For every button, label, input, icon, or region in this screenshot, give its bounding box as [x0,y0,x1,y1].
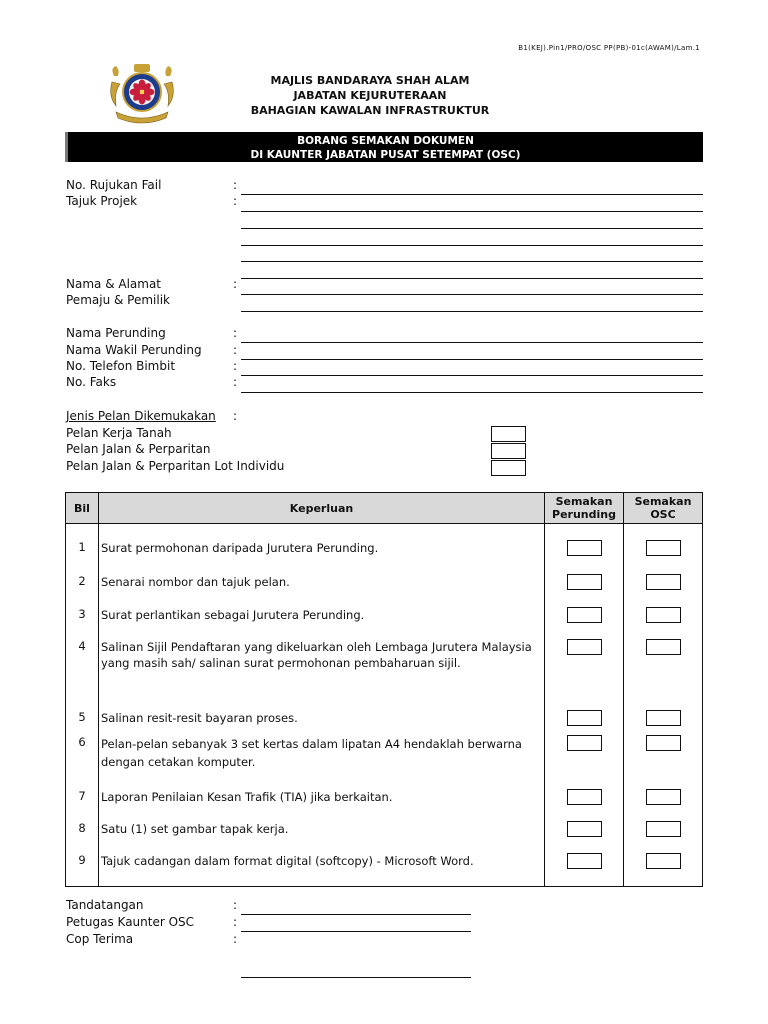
checkbox-pelan-kerja-tanah[interactable] [491,426,526,442]
cell-semakan-perunding [545,604,624,636]
colon: : [233,932,238,946]
input-line-no-rujukan[interactable] [241,194,703,195]
table-row [66,524,703,571]
label-pelan-option: Pelan Jalan & Perparitan [66,442,211,456]
checkbox-pelan-lot-individu[interactable] [491,460,526,476]
input-line-tajuk-2[interactable] [241,228,703,229]
label-nama-wakil: Nama Wakil Perunding [66,343,202,357]
cell-semakan-osc [624,702,703,733]
row-requirement: Laporan Penilaian Kesan Trafik (TIA) jika berkaitan. [99,785,545,817]
header-keperluan: Keperluan [99,493,545,524]
colon: : [233,343,238,357]
document-reference: B1(KEJ).Pin1/PRO/OSC PP(PB)-01c(AWAM)/Lam.1 [518,44,700,52]
city-crest-logo [106,62,178,124]
row-requirement: Pelan-pelan sebanyak 3 set kertas dalam lipatan A4 hendaklah berwarna dengan cetakan komputer. [99,733,545,785]
checkbox-semakan-perunding[interactable] [567,574,602,590]
checkbox-semakan-perunding[interactable] [567,710,602,726]
table-row [66,702,703,733]
org-division: BAHAGIAN KAWALAN INFRASTRUKTUR [250,104,490,117]
row-requirement: Tajuk cadangan dalam format digital (softcopy) - Microsoft Word. [99,849,545,887]
row-number: 2 [66,571,99,604]
label-telefon: No. Telefon Bimbit [66,359,176,373]
row-requirement: Salinan Sijil Pendaftaran yang dikeluarkan oleh Lembaga Jurutera Malaysia yang masih sah/ salinan surat permohonan pembaharuan sijil. [99,636,545,702]
table-row [66,849,703,887]
org-department: JABATAN KEJURUTERAAN [293,89,447,102]
input-line-alamat-2[interactable] [241,311,703,312]
table-row [66,571,703,604]
label-pemaju-pemilik: Pemaju & Pemilik [66,293,170,307]
input-line-tajuk-4[interactable] [241,261,703,262]
row-number: 6 [66,733,99,785]
input-line-nama-wakil[interactable] [241,359,703,360]
table-row [66,636,703,702]
label-pelan-option: Pelan Jalan & Perparitan Lot Individu [66,459,285,473]
cell-semakan-perunding [545,817,624,849]
cell-semakan-osc [624,524,703,571]
row-requirement: Surat perlantikan sebagai Jurutera Perunding. [99,604,545,636]
table-row [66,817,703,849]
cell-semakan-osc [624,733,703,785]
colon: : [233,409,238,423]
input-line-alamat-1[interactable] [241,294,703,295]
cell-semakan-perunding [545,733,624,785]
checkbox-pelan-jalan-perparitan[interactable] [491,443,526,459]
row-number: 5 [66,702,99,733]
org-name: MAJLIS BANDARAYA SHAH ALAM [270,74,470,87]
input-line-tajuk-1[interactable] [241,211,703,212]
checkbox-semakan-perunding[interactable] [567,540,602,556]
row-requirement: Satu (1) set gambar tapak kerja. [99,817,545,849]
row-requirement: Surat permohonan daripada Jurutera Perunding. [99,524,545,571]
header-bil: Bil [66,493,99,524]
checkbox-semakan-osc[interactable] [646,639,681,655]
cell-semakan-osc [624,604,703,636]
cell-semakan-osc [624,785,703,817]
checkbox-semakan-osc[interactable] [646,735,681,751]
row-requirement: Senarai nombor dan tajuk pelan. [99,571,545,604]
input-line-nama-perunding[interactable] [241,342,703,343]
input-line-tajuk-3[interactable] [241,245,703,246]
cell-semakan-perunding [545,571,624,604]
officer-name-line[interactable] [241,931,471,932]
cell-semakan-osc [624,817,703,849]
colon: : [233,359,238,373]
input-line-tajuk-5[interactable] [241,278,703,279]
header-semakan-perunding [545,493,624,524]
cell-semakan-perunding [545,849,624,887]
input-line-faks[interactable] [241,392,703,393]
colon: : [233,178,238,192]
label-pelan-option: Pelan Kerja Tanah [66,426,172,440]
colon: : [233,915,238,929]
cell-semakan-osc [624,571,703,604]
table-row [66,733,703,785]
stamp-line[interactable] [241,977,471,978]
checkbox-semakan-osc[interactable] [646,710,681,726]
row-number: 3 [66,604,99,636]
form-title-bar [65,132,703,162]
checkbox-semakan-perunding[interactable] [567,735,602,751]
row-number: 9 [66,849,99,887]
checkbox-semakan-perunding[interactable] [567,821,602,837]
cell-semakan-osc [624,849,703,887]
row-requirement: Salinan resit-resit bayaran proses. [99,702,545,733]
cell-semakan-osc [624,636,703,702]
checkbox-semakan-osc[interactable] [646,540,681,556]
row-number: 1 [66,524,99,571]
checkbox-semakan-osc[interactable] [646,821,681,837]
colon: : [233,277,238,291]
label-no-rujukan: No. Rujukan Fail [66,178,162,192]
label-nama-perunding: Nama Perunding [66,326,166,340]
colon: : [233,326,238,340]
checkbox-semakan-perunding[interactable] [567,853,602,869]
colon: : [233,194,238,208]
label-petugas-kaunter: Petugas Kaunter OSC [66,915,195,929]
header-semakan-osc-line2: OSC [650,508,676,521]
header-semakan-osc-line1: Semakan [634,495,692,508]
label-jenis-pelan: Jenis Pelan Dikemukakan [66,409,216,423]
row-number: 7 [66,785,99,817]
colon: : [233,375,238,389]
form-title-line1: BORANG SEMAKAN DOKUMEN [297,135,474,147]
signature-line[interactable] [241,914,471,915]
cell-semakan-perunding [545,636,624,702]
cell-semakan-perunding [545,785,624,817]
label-faks: No. Faks [66,375,117,389]
colon: : [233,898,238,912]
label-tajuk-projek: Tajuk Projek [66,194,138,208]
document-checklist-table [65,492,703,887]
label-cop-terima: Cop Terima [66,932,134,946]
checkbox-semakan-perunding[interactable] [567,639,602,655]
header-semakan-osc [624,493,703,524]
row-number: 8 [66,817,99,849]
label-nama-alamat: Nama & Alamat [66,277,162,291]
checkbox-semakan-osc[interactable] [646,789,681,805]
checkbox-semakan-osc[interactable] [646,574,681,590]
form-title-line2: DI KAUNTER JABATAN PUSAT SETEMPAT (OSC) [250,149,521,161]
checkbox-semakan-osc[interactable] [646,607,681,623]
checkbox-semakan-perunding[interactable] [567,607,602,623]
row-number: 4 [66,636,99,702]
cell-semakan-perunding [545,524,624,571]
table-row [66,785,703,817]
header-semakan-perunding-line2: Perunding [552,508,616,521]
checkbox-semakan-perunding[interactable] [567,789,602,805]
input-line-telefon[interactable] [241,375,703,376]
checkbox-semakan-osc[interactable] [646,853,681,869]
header-semakan-perunding-line1: Semakan [555,495,613,508]
cell-semakan-perunding [545,702,624,733]
table-row [66,604,703,636]
label-tandatangan: Tandatangan [66,898,144,912]
